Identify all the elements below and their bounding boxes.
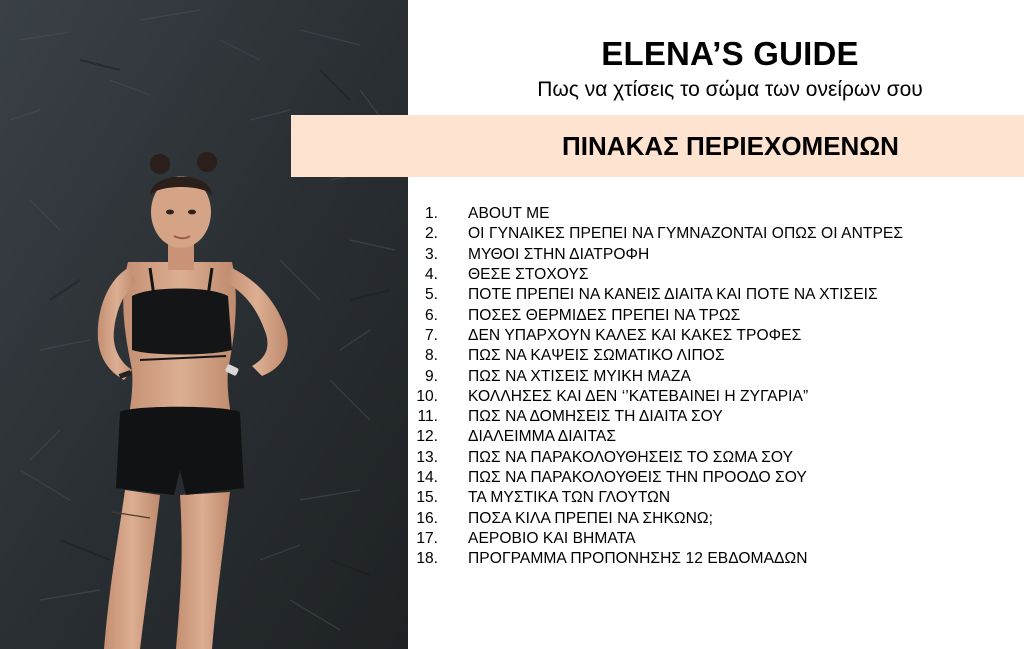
toc-item-text: ΚΟΛΛΗΣΕΣ ΚΑΙ ΔΕΝ ‘’ΚΑΤΕΒΑΙΝΕΙ Η ΖΥΓΑΡΙΑ” (468, 387, 809, 405)
toc-item-text: ΔΙΑΛΕΙΜΜΑ ΔΙΑΙΤΑΣ (468, 428, 617, 446)
toc-item (410, 468, 1010, 488)
toc-item-text: ΑΕΡΟΒΙΟ ΚΑΙ ΒΗΜΑΤΑ (468, 529, 636, 547)
toc-item (410, 427, 1010, 447)
toc-item (410, 366, 1010, 386)
toc-item-number: 1. (424, 205, 438, 223)
toc-item-number: 12. (416, 428, 438, 446)
table-of-contents (410, 204, 1010, 569)
toc-item (410, 529, 1010, 549)
toc-item (410, 346, 1010, 366)
toc-item-number: 16. (416, 509, 438, 527)
toc-item-text: ΔΕΝ ΥΠΑΡΧΟΥΝ ΚΑΛΕΣ ΚΑΙ ΚΑΚΕΣ ΤΡΟΦΕΣ (468, 326, 802, 344)
toc-item-text: ΠΟΤΕ ΠΡΕΠΕΙ ΝΑ ΚΑΝΕΙΣ ΔΙΑΙΤΑ ΚΑΙ ΠΟΤΕ ΝΑ ΧΤΙΣΕΙΣ (468, 286, 878, 304)
toc-item (410, 224, 1010, 244)
toc-item-text: ΠΡΟΓΡΑΜΜΑ ΠΡΟΠΟΝΗΣΗΣ 12 ΕΒΔΟΜΑΔΩΝ (468, 550, 808, 568)
toc-item-number: 6. (424, 306, 438, 324)
toc-item-number: 2. (424, 225, 438, 243)
toc-item-text: ΠΟΣΑ ΚΙΛΑ ΠΡΕΠΕΙ ΝΑ ΣΗΚΩΝΩ; (468, 509, 714, 527)
toc-item (410, 488, 1010, 508)
toc-item-text: ΟΙ ΓΥΝΑΙΚΕΣ ΠΡΕΠΕΙ ΝΑ ΓΥΜΝΑΖΟΝΤΑΙ ΟΠΩΣ ΟΙ ΑΝΤΡΕΣ (468, 225, 904, 243)
toc-item-text: ΘΕΣΕ ΣΤΟΧΟΥΣ (468, 266, 589, 284)
guide-subtitle: Πως να χτίσεις το σώμα των ονείρων σου (537, 78, 923, 101)
toc-heading: ΠΙΝΑΚΑΣ ΠΕΡΙΕΧΟΜΕΝΩΝ (562, 130, 899, 161)
toc-item-number: 5. (424, 286, 438, 304)
toc-item-text: ΠΩΣ ΝΑ ΚΑΨΕΙΣ ΣΩΜΑΤΙΚΟ ΛΙΠΟΣ (468, 347, 725, 365)
toc-item-number: 8. (424, 347, 438, 365)
toc-item-text: ΠΩΣ ΝΑ ΠΑΡΑΚΟΛΟΥΘΕΙΣ ΤΗΝ ΠΡΟΟΔΟ ΣΟΥ (468, 469, 807, 486)
toc-item (410, 448, 1010, 468)
toc-item-number: 4. (424, 266, 438, 284)
toc-item-text: ΠΩΣ ΝΑ ΔΟΜΗΣΕΙΣ ΤΗ ΔΙΑΙΤΑ ΣΟΥ (468, 408, 723, 426)
toc-item-number: 15. (416, 489, 438, 507)
toc-item (410, 407, 1010, 427)
toc-item-number: 18. (416, 550, 438, 568)
toc-item-text: ΤΑ ΜΥΣΤΙΚΑ ΤΩΝ ΓΛΟΥΤΩΝ (468, 489, 671, 507)
toc-item-text: ΠΟΣΕΣ ΘΕΡΜΙΔΕΣ ΠΡΕΠΕΙ ΝΑ ΤΡΩΣ (468, 306, 741, 324)
toc-item-number: 13. (416, 448, 438, 466)
toc-item (410, 285, 1010, 305)
toc-item-text: ΜΥΘΟΙ ΣΤΗΝ ΔΙΑΤΡΟΦΗ (468, 245, 650, 263)
woman-portrait-illustration (0, 0, 408, 649)
toc-item (410, 549, 1010, 569)
toc-item-number: 17. (416, 529, 438, 547)
toc-item-number: 11. (417, 408, 438, 426)
toc-item-number: 14. (416, 469, 438, 486)
toc-item (410, 508, 1010, 528)
toc-item (410, 305, 1010, 325)
guide-title: ELENA’S GUIDE (601, 35, 859, 72)
toc-item (410, 245, 1010, 265)
toc-heading-band (291, 115, 1024, 177)
toc-item-text: ABOUT ME (468, 205, 550, 223)
toc-item (410, 204, 1010, 224)
toc-item-text: ΠΩΣ ΝΑ ΠΑΡΑΚΟΛΟΥΘΗΣΕΙΣ ΤΟ ΣΩΜΑ ΣΟΥ (468, 448, 794, 466)
toc-item-text: ΠΩΣ ΝΑ ΧΤΙΣΕΙΣ ΜΥΙΚΗ ΜΑΖΑ (468, 367, 691, 385)
toc-item-number: 10. (416, 387, 438, 405)
toc-item-number: 9. (424, 367, 438, 385)
toc-item-number: 7. (424, 326, 438, 344)
toc-item (410, 326, 1010, 346)
toc-item (410, 387, 1010, 407)
toc-item-number: 3. (424, 245, 438, 263)
toc-item (410, 265, 1010, 285)
cover-photo (0, 0, 408, 649)
